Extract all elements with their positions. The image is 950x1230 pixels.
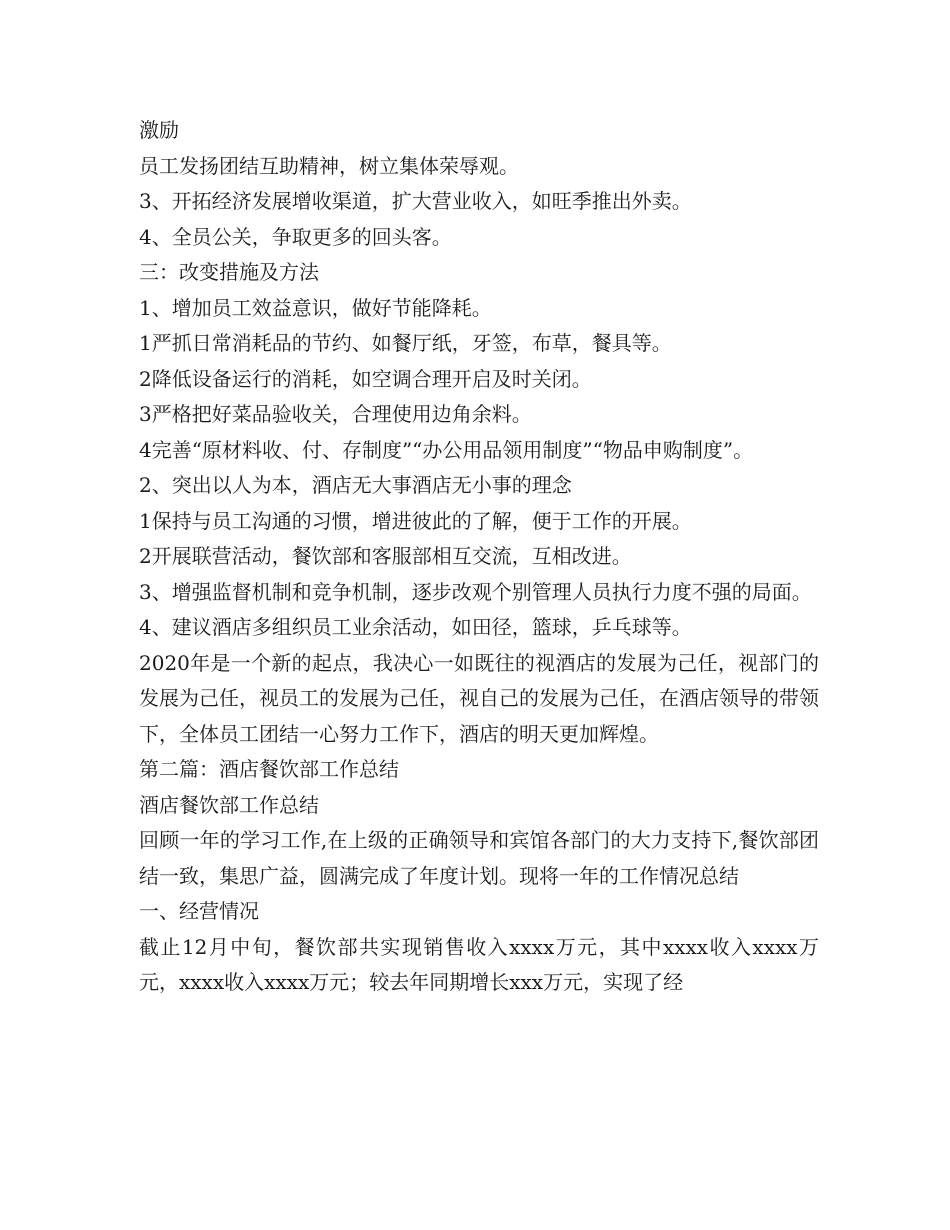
section-heading-operations: 一、经营情况 xyxy=(139,899,259,923)
paragraph-item-4-public-relations: 4、全员公关，争取更多的回头客。 xyxy=(139,224,452,249)
paragraph-item-3-supervision: 3、增强监督机制和竞争机制，逐步改观个别管理人员执行力度不强的局面。 xyxy=(139,579,812,604)
paragraph-teamwork: 员工发扬团结互助精神，树立集体荣辱观。 xyxy=(139,153,519,178)
paragraph-item-3-revenue: 3、开拓经济发展增收渠道，扩大营业收入，如旺季推出外卖。 xyxy=(139,189,692,213)
paragraph-subitem-3-inspection: 3严格把好菜品验收关，合理使用边角余料。 xyxy=(139,402,532,426)
chapter-heading-part-two: 第二篇：酒店餐饮部工作总结 xyxy=(139,757,399,781)
paragraph-sales-figures: 截止12月中旬，餐饮部共实现销售收入xxxx万元，其中xxxx收入xxxx万元，xxxx收入xxxx万元；较去年同期增长xxx万元，实现了经 xyxy=(139,934,819,994)
paragraph-2020-outlook: 2020年是一个新的起点，我决心一如既往的视酒店的发展为己任，视部门的发展为己任，视员工的发展为己任，视自己的发展为己任，在酒店领导的带领下，全体员工团结一心努力工作下，酒店的明天更加辉煌。 xyxy=(139,650,819,746)
paragraph-review: 回顾一年的学习工作,在上级的正确领导和宾馆各部门的大力支持下,餐饮部团结一致，集思广益，圆满完成了年度计划。现将一年的工作情况总结 xyxy=(139,828,819,888)
paragraph-subitem-2-equipment: 2降低设备运行的消耗，如空调合理开启及时关闭。 xyxy=(139,366,592,391)
paragraph-item-1-efficiency: 1、增加员工效益意识，做好节能降耗。 xyxy=(139,295,492,320)
paragraph-subitem-1-consumables: 1严抓日常消耗品的节约、如餐厅纸，牙签，布草，餐具等。 xyxy=(139,331,672,355)
document-title: 酒店餐饮部工作总结 xyxy=(139,792,319,817)
paragraph-subitem-2-joint-activities: 2开展联营活动，餐饮部和客服部相互交流，互相改进。 xyxy=(139,544,632,568)
document-body xyxy=(139,113,819,1001)
paragraph-item-2-people-oriented: 2、突出以人为本，酒店无大事酒店无小事的理念 xyxy=(139,473,572,497)
paragraph-item-4-activities: 4、建议酒店多组织员工业余活动，如田径，篮球，乒乓球等。 xyxy=(139,615,692,639)
paragraph-incentive-heading: 激励 xyxy=(139,118,179,142)
paragraph-subitem-1-communication: 1保持与员工沟通的习惯，增进彼此的了解，便于工作的开展。 xyxy=(139,508,692,533)
section-heading-measures: 三：改变措施及方法 xyxy=(139,260,319,284)
paragraph-subitem-4-systems: 4完善“原材料收、付、存制度”“办公用品领用制度”“物品申购制度”。 xyxy=(139,437,754,462)
